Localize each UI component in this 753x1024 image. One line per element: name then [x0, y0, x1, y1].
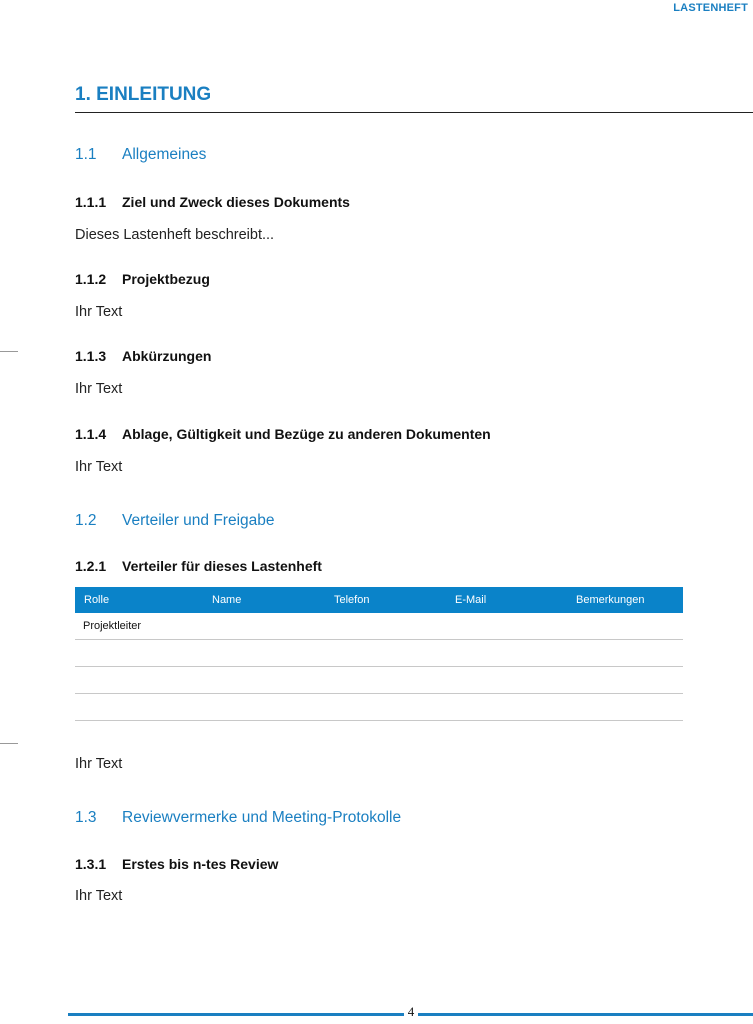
subsection-heading-1-2-1 [75, 558, 322, 574]
table-header-row [75, 587, 683, 613]
chapter-title-rule [75, 112, 753, 113]
table-row [75, 667, 683, 694]
subsection-number: 1.1.1 [75, 194, 107, 210]
table-header-cell: Bemerkungen [576, 594, 645, 606]
subsection-heading-1-1-3 [75, 348, 211, 364]
subsection-title: Erstes bis n-tes Review [122, 856, 279, 872]
subsection-number: 1.1.3 [75, 348, 107, 364]
section-heading-1-3 [75, 809, 401, 827]
subsection-heading-1-1-1 [75, 194, 350, 210]
subsection-title: Ablage, Gültigkeit und Bezüge zu anderen Dokumenten [122, 426, 491, 442]
subsection-heading-1-1-4 [75, 426, 491, 442]
subsection-heading-1-1-2 [75, 271, 210, 287]
subsection-number: 1.3.1 [75, 856, 107, 872]
table-row [75, 613, 683, 640]
margin-fold-mark [0, 351, 18, 352]
subsection-title: Verteiler für dieses Lastenheft [122, 558, 322, 574]
subsection-number: 1.2.1 [75, 558, 107, 574]
page-number: 4 [404, 1004, 418, 1020]
paragraph-1-1-3: Ihr Text [75, 381, 123, 397]
paragraph-1-2-1: Ihr Text [75, 756, 123, 772]
table-header-cell: Name [212, 594, 242, 606]
document-header-label: LASTENHEFT [673, 2, 748, 14]
section-title: Allgemeines [122, 146, 207, 163]
table-header-cell: E-Mail [455, 594, 487, 606]
subsection-title: Projektbezug [122, 271, 210, 287]
table-cell: Projektleiter [83, 620, 142, 632]
section-number: 1.2 [75, 512, 97, 529]
paragraph-1-1-4: Ihr Text [75, 459, 123, 475]
table-row [75, 694, 683, 721]
subsection-title: Abkürzungen [122, 348, 212, 364]
section-heading-1-1 [75, 146, 206, 164]
paragraph-1-3-1: Ihr Text [75, 888, 123, 904]
section-title: Verteiler und Freigabe [122, 512, 275, 529]
table-header-cell: Rolle [84, 594, 110, 606]
subsection-number: 1.1.2 [75, 271, 107, 287]
section-heading-1-2 [75, 512, 275, 530]
subsection-heading-1-3-1 [75, 856, 278, 872]
margin-fold-mark [0, 743, 18, 744]
subsection-number: 1.1.4 [75, 426, 107, 442]
chapter-title: 1. EINLEITUNG [75, 84, 212, 105]
paragraph-1-1-2: Ihr Text [75, 304, 123, 320]
section-number: 1.3 [75, 809, 97, 826]
section-number: 1.1 [75, 146, 97, 163]
distribution-table [75, 587, 683, 721]
section-title: Reviewvermerke und Meeting-Protokolle [122, 809, 402, 826]
table-row [75, 640, 683, 667]
subsection-title: Ziel und Zweck dieses Dokuments [122, 194, 350, 210]
table-header-cell: Telefon [334, 594, 370, 606]
paragraph-1-1-1: Dieses Lastenheft beschreibt... [75, 227, 275, 243]
